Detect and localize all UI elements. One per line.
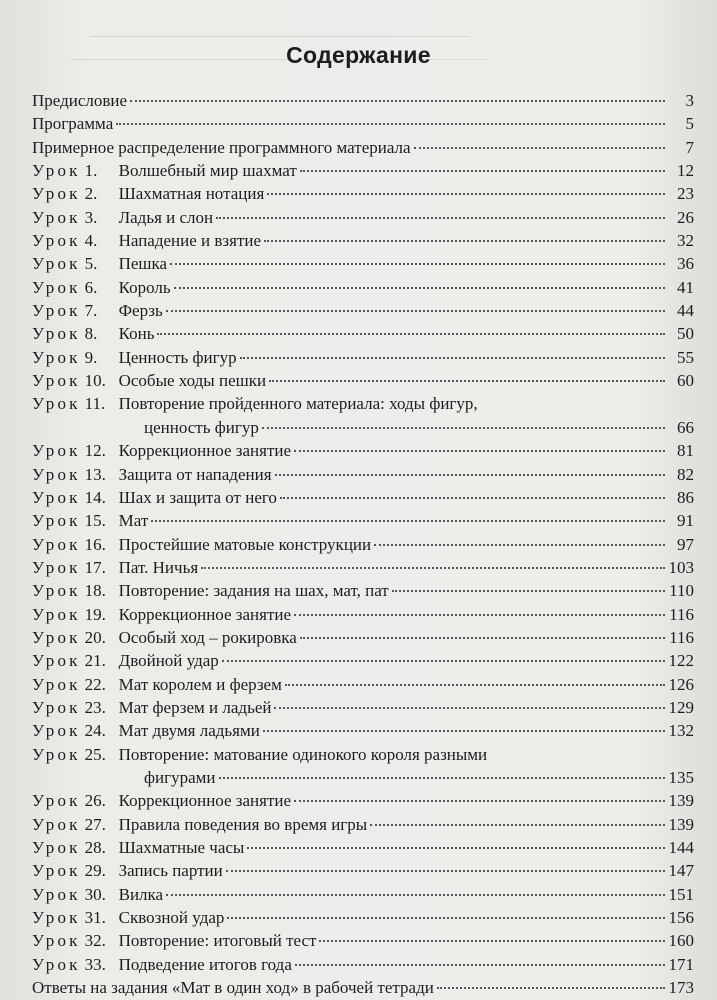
lesson-number: 32. (84, 931, 106, 951)
toc-entry (32, 369, 694, 392)
dot-leader (222, 660, 665, 662)
dot-leader (130, 100, 665, 102)
dot-leader (300, 637, 665, 639)
lesson-label: Урок (32, 604, 81, 624)
toc-entry (32, 463, 694, 486)
lesson-number: 7. (84, 301, 98, 321)
toc-row (32, 859, 694, 882)
lesson-label: Урок (32, 301, 81, 321)
lesson-label: Урок (32, 254, 81, 274)
lesson-number: 24. (84, 721, 106, 741)
entry-title: Правила поведения во время игры (118, 814, 368, 834)
toc-entry (32, 789, 694, 812)
page-number: 97 (677, 534, 694, 554)
lesson-number: 6. (84, 277, 98, 297)
dot-leader (414, 147, 665, 149)
lesson-label: Урок (32, 861, 81, 881)
entry-title: Пат. Ничья (118, 557, 199, 577)
entry-title: Пешка (118, 254, 168, 274)
lesson-number: 13. (84, 464, 106, 484)
toc-entry (32, 603, 694, 626)
toc-entry (32, 953, 694, 976)
page-number: 147 (668, 861, 694, 881)
lesson-label: Урок (32, 721, 81, 741)
dot-leader (116, 123, 665, 125)
lesson-number: 29. (84, 861, 106, 881)
lesson-number: 27. (84, 814, 106, 834)
toc-row (32, 322, 694, 345)
page-number: 135 (668, 767, 694, 787)
entry-title: Защита от нападения (118, 464, 272, 484)
page-number: 160 (668, 931, 694, 951)
toc-row (32, 439, 694, 462)
lesson-number: 5. (84, 254, 98, 274)
toc-entry (32, 299, 694, 322)
lesson-label: Урок (32, 207, 81, 227)
toc-entry (32, 696, 694, 719)
entry-title-continuation: ценность фигур (144, 417, 259, 437)
entry-title: Шахматные часы (118, 838, 245, 857)
lesson-label: Урок (32, 557, 81, 577)
lesson-number: 8. (84, 324, 98, 344)
entry-title: Мат королем и ферзем (118, 674, 282, 694)
toc-entry (32, 252, 694, 275)
lesson-number: 12. (84, 441, 106, 461)
lesson-number: 10. (84, 371, 106, 391)
dot-leader (269, 380, 665, 382)
toc-row (32, 556, 694, 579)
lesson-number: 4. (84, 231, 98, 251)
page-number: 26 (677, 207, 694, 227)
page-number: 82 (677, 464, 694, 484)
entry-title: Программа (32, 114, 114, 134)
lesson-label: Урок (32, 931, 81, 951)
dot-leader (226, 870, 665, 872)
page-number: 151 (668, 884, 694, 904)
dot-leader (240, 357, 665, 359)
toc-row (32, 206, 694, 229)
lesson-number: 11. (84, 394, 106, 414)
entry-title: Шах и защита от него (118, 487, 277, 507)
toc-row (32, 836, 694, 859)
entry-title: Конь (118, 324, 155, 344)
toc-entry (32, 626, 694, 649)
lesson-number: 16. (84, 534, 106, 554)
lesson-number: 33. (84, 954, 106, 974)
entry-title: Вилка (118, 884, 164, 904)
toc-row (32, 463, 694, 486)
page-number: 60 (677, 371, 694, 391)
dot-leader (247, 847, 665, 849)
dot-leader (294, 800, 665, 802)
toc-row (32, 719, 694, 742)
dot-leader (227, 917, 665, 919)
lesson-label: Урок (32, 347, 81, 367)
dot-leader (166, 894, 665, 896)
lesson-label: Урок (32, 487, 81, 507)
toc-entry (32, 859, 694, 882)
toc-row (32, 976, 694, 999)
lesson-number: 31. (84, 908, 106, 928)
toc-row (32, 346, 694, 369)
lesson-label: Урок (32, 371, 81, 391)
lesson-label: Урок (32, 231, 81, 251)
lesson-number: 19. (84, 604, 106, 624)
lesson-label: Урок (32, 161, 81, 181)
toc-row (32, 182, 694, 205)
dot-leader (274, 707, 665, 709)
toc-row-continuation (32, 416, 694, 439)
dot-leader (174, 287, 665, 289)
page-number: 32 (677, 231, 694, 251)
toc-row (32, 369, 694, 392)
entry-title: Ценность фигур (118, 347, 237, 367)
toc-entry (32, 206, 694, 229)
entry-title: Примерное распределение программного материала (32, 137, 411, 157)
lesson-label: Урок (32, 394, 81, 414)
page-number: 171 (668, 954, 694, 974)
toc-entry (32, 673, 694, 696)
entry-title: Нападение и взятие (118, 231, 262, 251)
toc-entry (32, 112, 694, 135)
toc-entry (32, 182, 694, 205)
lesson-label: Урок (32, 441, 81, 461)
dot-leader (157, 333, 665, 335)
entry-title: Повторение: матование одинокого короля разными (118, 744, 488, 764)
toc-row (32, 883, 694, 906)
lesson-label: Урок (32, 464, 81, 484)
page-number: 91 (677, 511, 694, 531)
toc-row (32, 649, 694, 672)
lesson-label: Урок (32, 954, 81, 974)
lesson-label: Урок (32, 651, 81, 671)
entry-title: Мат ферзем и ладьей (118, 697, 272, 717)
toc-row (32, 276, 694, 299)
page-number: 103 (668, 557, 694, 577)
dot-leader (170, 263, 665, 265)
toc-row (32, 579, 694, 602)
dot-leader (294, 614, 665, 616)
lesson-number: 2. (84, 184, 98, 204)
page-number: 23 (677, 184, 694, 204)
lesson-number: 30. (84, 884, 106, 904)
lesson-number: 3. (84, 207, 98, 227)
entry-title: Король (118, 277, 171, 297)
page-number: 139 (668, 791, 694, 811)
entry-title: Коррекционное занятие (118, 791, 292, 811)
dot-leader (370, 824, 665, 826)
dot-leader (294, 450, 665, 452)
lesson-number: 25. (84, 744, 106, 764)
lesson-label: Урок (32, 884, 81, 904)
page-number: 55 (677, 347, 694, 367)
toc-row (32, 906, 694, 929)
toc-row (32, 813, 694, 836)
page-number: 36 (677, 254, 694, 274)
toc-row (32, 112, 694, 135)
entry-title-continuation: фигурами (144, 767, 216, 787)
toc-row (32, 159, 694, 182)
toc-row (32, 743, 694, 766)
toc-row (32, 953, 694, 976)
dot-leader (166, 310, 665, 312)
toc-row (32, 229, 694, 252)
lesson-label: Урок (32, 277, 81, 297)
lesson-number: 15. (84, 511, 106, 531)
entry-title: Мат (118, 511, 149, 531)
table-of-contents (32, 89, 694, 999)
lesson-label: Урок (32, 324, 81, 344)
toc-entry (32, 322, 694, 345)
dot-leader (280, 497, 665, 499)
entry-title: Запись партии (118, 861, 223, 881)
toc-entry (32, 486, 694, 509)
lesson-number: 23. (84, 697, 106, 717)
toc-entry (32, 533, 694, 556)
page-number: 132 (668, 721, 694, 741)
entry-title: Коррекционное занятие (118, 604, 292, 624)
toc-row (32, 299, 694, 322)
entry-title: Особый ход – рокировка (118, 627, 297, 647)
page-number: 139 (668, 814, 694, 834)
dot-leader (267, 193, 665, 195)
dot-leader (275, 474, 665, 476)
lesson-number: 22. (84, 674, 106, 694)
page-number: 110 (669, 581, 694, 601)
lesson-label: Урок (32, 791, 81, 811)
toc-entry (32, 649, 694, 672)
lesson-label: Урок (32, 744, 81, 764)
entry-title: Ферзь (118, 301, 163, 321)
entry-title: Повторение пройденного материала: ходы фигур, (118, 394, 478, 414)
page-number: 7 (685, 137, 694, 157)
dot-leader (263, 730, 665, 732)
dot-leader (300, 170, 665, 172)
entry-title: Мат двумя ладьями (118, 721, 260, 741)
lesson-label: Урок (32, 627, 81, 647)
lesson-number: 26. (84, 791, 106, 811)
dot-leader (201, 567, 665, 569)
entry-title: Простейшие матовые конструкции (118, 534, 372, 554)
page-number: 116 (669, 627, 694, 647)
lesson-label: Урок (32, 674, 81, 694)
toc-row (32, 696, 694, 719)
toc-entry (32, 136, 694, 159)
toc-entry (32, 836, 694, 859)
toc-entry (32, 392, 694, 439)
toc-entry (32, 229, 694, 252)
toc-row (32, 673, 694, 696)
page-number: 173 (668, 978, 694, 998)
page-number: 50 (677, 324, 694, 344)
page-number: 144 (668, 838, 694, 857)
page-number: 129 (668, 697, 694, 717)
entry-title: Подведение итогов года (118, 954, 292, 974)
page-number: 116 (669, 604, 694, 624)
toc-row (32, 533, 694, 556)
toc-row (32, 136, 694, 159)
page-number: 5 (685, 114, 694, 134)
dot-leader (151, 520, 665, 522)
toc-entry (32, 276, 694, 299)
page-number: 81 (677, 441, 694, 461)
lesson-label: Урок (32, 908, 81, 928)
lesson-label: Урок (32, 534, 81, 554)
toc-row (32, 929, 694, 952)
toc-entry (32, 579, 694, 602)
dot-leader (374, 544, 665, 546)
dot-leader (219, 777, 666, 779)
toc-entry (32, 719, 694, 742)
toc-row (32, 486, 694, 509)
dot-leader (216, 217, 665, 219)
lesson-number: 18. (84, 581, 106, 601)
entry-title: Предисловие (32, 91, 128, 110)
toc-entry (32, 439, 694, 462)
entry-title: Повторение: задания на шах, мат, пат (118, 581, 389, 601)
page-title: Содержание (286, 42, 431, 68)
toc-entry (32, 556, 694, 579)
entry-title: Ладья и слон (118, 207, 214, 227)
lesson-number: 28. (84, 838, 106, 857)
lesson-number: 20. (84, 627, 106, 647)
page-number: 66 (677, 417, 694, 437)
lesson-number: 9. (84, 347, 98, 367)
page-number: 41 (677, 277, 694, 297)
toc-entry (32, 509, 694, 532)
page-number: 12 (677, 161, 694, 181)
toc-row-continuation (32, 766, 694, 789)
page-number: 122 (668, 651, 694, 671)
toc-entry (32, 883, 694, 906)
dot-leader (319, 940, 665, 942)
entry-title: Волшебный мир шахмат (118, 161, 297, 181)
toc-row (32, 626, 694, 649)
entry-title: Повторение: итоговый тест (118, 931, 317, 951)
toc-row (32, 509, 694, 532)
toc-row (32, 252, 694, 275)
toc-entry (32, 813, 694, 836)
toc-entry (32, 743, 694, 790)
lesson-label: Урок (32, 581, 81, 601)
toc-entry (32, 906, 694, 929)
toc-row (32, 603, 694, 626)
toc-entry (32, 159, 694, 182)
dot-leader (392, 590, 665, 592)
toc-row (32, 789, 694, 812)
lesson-number: 1. (84, 161, 98, 181)
toc-entry (32, 929, 694, 952)
toc-row (32, 392, 694, 415)
lesson-label: Урок (32, 184, 81, 204)
lesson-number: 17. (84, 557, 106, 577)
page-number: 3 (685, 91, 694, 110)
toc-entry (32, 346, 694, 369)
page-number: 156 (668, 908, 694, 928)
entry-title: Ответы на задания «Мат в один ход» в рабочей тетради (32, 978, 434, 998)
dot-leader (295, 964, 665, 966)
lesson-number: 14. (84, 487, 106, 507)
entry-title: Сквозной удар (118, 908, 225, 928)
dot-leader (262, 427, 665, 429)
entry-title: Коррекционное занятие (118, 441, 292, 461)
dot-leader (437, 987, 665, 989)
entry-title: Особые ходы пешки (118, 371, 267, 391)
lesson-label: Урок (32, 838, 81, 857)
toc-entry (32, 976, 694, 999)
lesson-label: Урок (32, 511, 81, 531)
dot-leader (285, 684, 665, 686)
page-number: 86 (677, 487, 694, 507)
entry-title: Шахматная нотация (118, 184, 265, 204)
lesson-number: 21. (84, 651, 106, 671)
entry-title: Двойной удар (118, 651, 219, 671)
toc-entry (32, 89, 694, 112)
page-number: 44 (677, 301, 694, 321)
lesson-label: Урок (32, 697, 81, 717)
dot-leader (264, 240, 665, 242)
toc-row (32, 89, 694, 112)
page-number: 126 (668, 674, 694, 694)
lesson-label: Урок (32, 814, 81, 834)
